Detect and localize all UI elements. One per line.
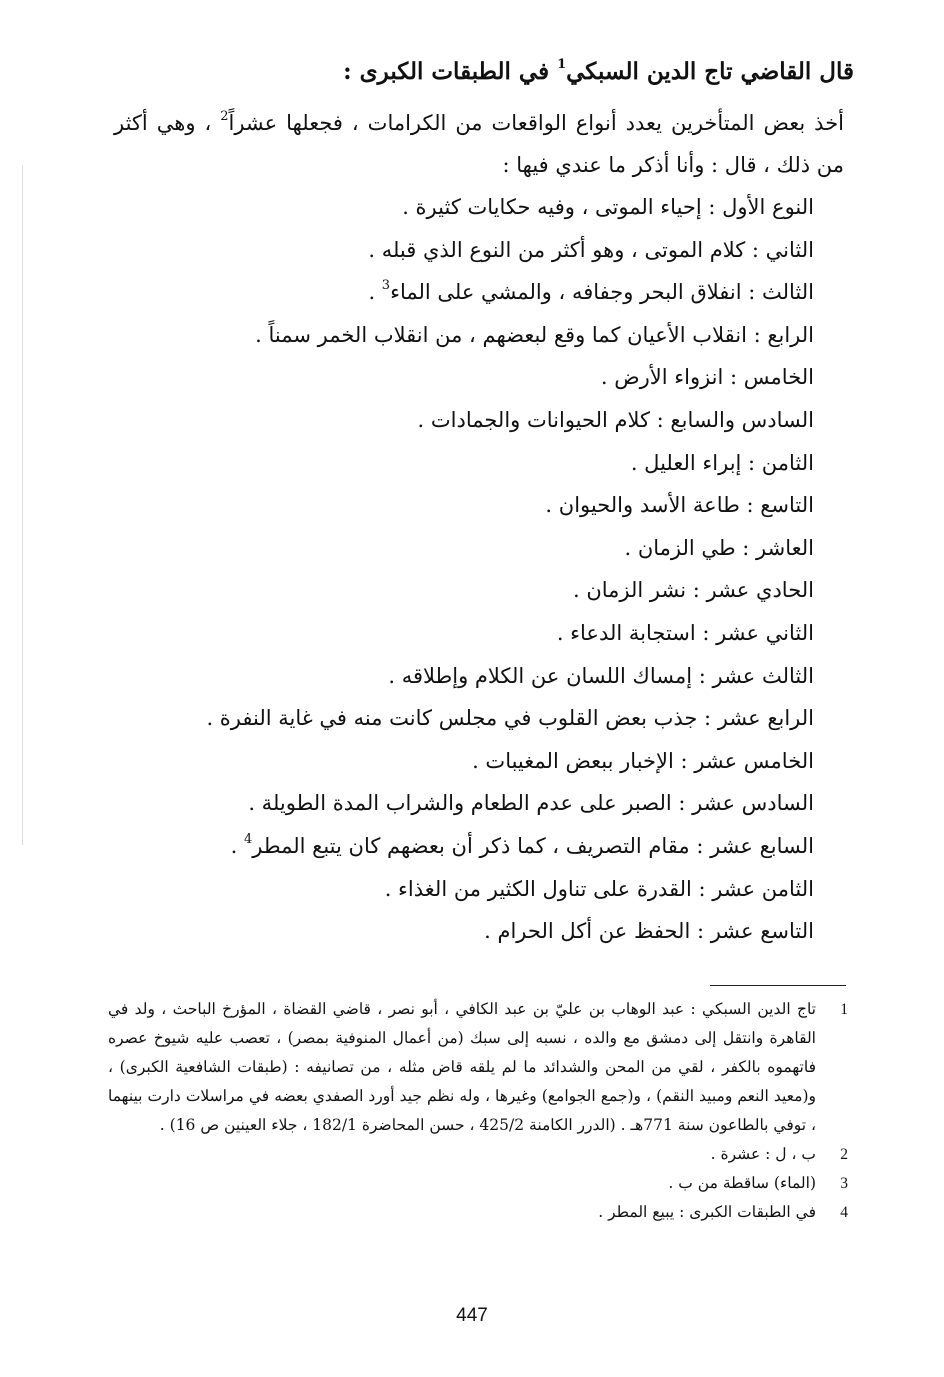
footnote: [108, 1140, 848, 1169]
list-item: السابع عشر : مقام التصريف ، كما ذكر أن بعضهم كان يتبع المطر$^4$ .: [230, 831, 814, 858]
list-item: الخامس : انزواء الأرض .: [600, 365, 814, 390]
intro-text: أخذ بعض المتأخرين يعدد أنواع الواقعات من الكرامات ، فجعلها عشراً: [228, 111, 845, 135]
footnote-ref-4[interactable]: 4: [244, 831, 253, 847]
section-heading: [343, 58, 854, 85]
intro-paragraph: [114, 102, 844, 186]
heading-tail: في الطبقات الكبرى :: [343, 58, 558, 85]
footnote-ref-2[interactable]: 2: [220, 109, 229, 124]
list-item: العاشر : طي الزمان .: [624, 535, 814, 560]
footnote-number: 1: [840, 1001, 848, 1018]
list-item: النوع الأول : إحياء الموتى ، وفيه حكايات كثيرة .: [402, 195, 814, 219]
footnote: [108, 1198, 848, 1227]
list-item: الرابع عشر : جذب بعض القلوب في مجلس كانت منه في غاية النفرة .: [206, 706, 814, 731]
list-item: السادس عشر : الصبر على عدم الطعام والشراب المدة الطويلة .: [248, 791, 814, 816]
karamat-list: [206, 186, 814, 953]
footnote-ref-3[interactable]: 3: [381, 278, 391, 294]
scan-edge-line: [22, 165, 23, 845]
footnote-text: في الطبقات الكبرى : يبيع المطر .: [598, 1203, 816, 1221]
list-item: الثامن عشر : القدرة على تناول الكثير من الغذاء .: [384, 876, 814, 901]
footnote: [108, 1169, 848, 1198]
footnote-number: 3: [840, 1175, 848, 1192]
list-item: الثاني عشر : استجابة الدعاء .: [556, 620, 814, 645]
intro-tail: ، وهي أكثر من ذلك ، قال : وأنا أذكر ما عندي فيها :: [114, 111, 844, 177]
list-item: التاسع عشر : الحفظ عن أكل الحرام .: [484, 919, 814, 944]
list-item: الرابع : انقلاب الأعيان كما وقع لبعضهم ، من انقلاب الخمر سمناً .: [255, 322, 814, 347]
page-number: 447: [456, 1305, 488, 1326]
footnote-number: 2: [840, 1146, 848, 1163]
list-item: الثالث : انفلاق البحر وجفافه ، والمشي على الماء$^3$ .: [368, 278, 814, 305]
list-item: الخامس عشر : الإخبار ببعض المغيبات .: [472, 748, 814, 773]
footnote: [108, 995, 848, 1140]
list-item: الثاني : كلام الموتى ، وهو أكثر من النوع الذي قبله .: [368, 237, 814, 262]
heading-text: قال القاضي تاج الدين السبكي: [566, 58, 854, 85]
footnote-divider: [710, 985, 846, 986]
footnote-number: 4: [840, 1204, 848, 1221]
footnote-text: ب ، ل : عشرة .: [710, 1145, 816, 1163]
footnote-text: تاج الدين السبكي : عبد الوهاب بن عليّ بن عبد الكافي ، أبو نصر ، قاضي القضاة ، المؤرخ الباحث ، ولد في القاهرة وانتقل إلى دمشق مع والده ، نسبه إلى سبك (من أعمال المنوفية بمصر) ، تعصب عليه شيوخ عصره فاتهموه بالكفر ، لقي من المحن والشدائد ما لم يلقه قاض مثله ، من تصانيفه : (طبقات الشافعية الكبرى) ، و(معيد النعم ومبيد النقم) ، و(جمع الجوامع) وغيرها ، وله نظم جيد أورد الصفدي بعضه في مراسلات دارت بينهما ، توفي بالطاعون سنة 771هـ . (الدرر الكامنة 425/2 ، حسن المحاضرة 182/1 ، جلاء العينين ص 16) .: [108, 1000, 816, 1134]
footnote-ref-1[interactable]: 1: [557, 57, 567, 73]
list-item: الثامن : إبراء العليل .: [630, 450, 814, 475]
list-item: الحادي عشر : نشر الزمان .: [572, 578, 814, 603]
footnotes: [108, 995, 848, 1227]
list-item: السادس والسابع : كلام الحيوانات والجمادات .: [417, 407, 814, 432]
list-item: الثالث عشر : إمساك اللسان عن الكلام وإطلاقه .: [388, 663, 814, 688]
footnote-text: (الماء) ساقطة من ب .: [668, 1174, 816, 1192]
list-item: التاسع : طاعة الأسد والحيوان .: [545, 493, 814, 518]
